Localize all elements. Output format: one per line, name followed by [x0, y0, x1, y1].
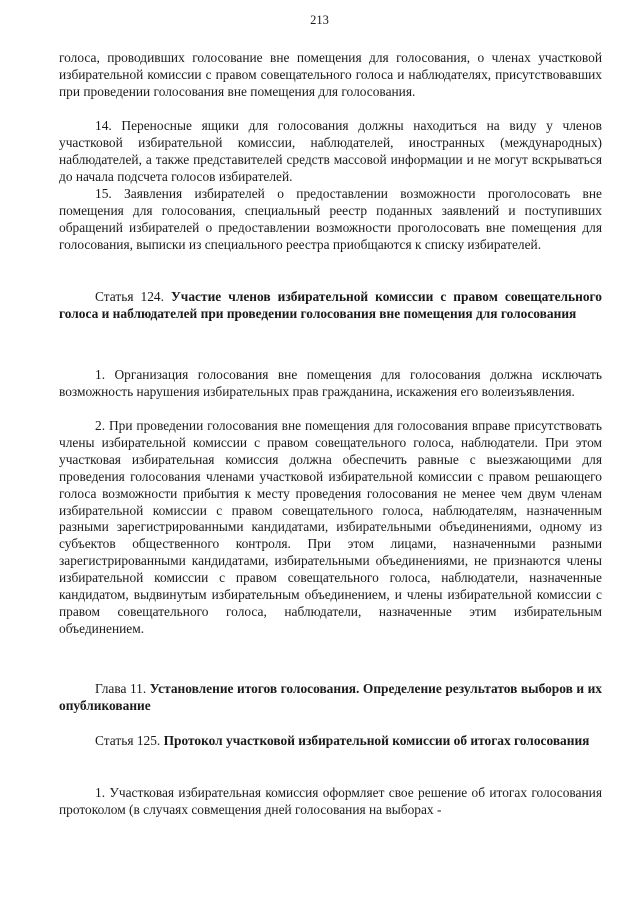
page-number: 213 — [310, 13, 329, 27]
article-124-heading — [59, 289, 602, 323]
chapter-11-prefix: Глава 11. — [95, 681, 147, 696]
article-125-title: Протокол участковой избирательной комиссии об итогах голосования — [163, 733, 590, 748]
article-124-paragraph-1: 1. Организация голосования вне помещения для голосования должна исключать возможность нарушения избирательных прав гражданина, искажения его волеизъявления. — [59, 367, 602, 399]
paragraph-15: 15. Заявления избирателей о предоставлении возможности проголосовать вне помещения для голосования, специальный реестр поданных заявлений и поступивших обращений избирателей о предоставлении возможности проголосовать вне помещения для голосования, выписки из специального реестра приобщаются к списку избирателей. — [59, 186, 602, 252]
article-124-title: Участие членов избирательной комиссии с правом совещательного голоса и наблюдателей при проведении голосования вне помещения для голосования — [59, 289, 602, 321]
article-125-heading — [59, 733, 602, 750]
paragraph-continuation: голоса, проводивших голосование вне помещения для голосования, о членах участковой избирательной комиссии с правом совещательного голоса и наблюдателях, присутствовавших при проведении голосования вне помещения для голосования. — [59, 50, 602, 99]
article-125-paragraph-1: 1. Участковая избирательная комиссия оформляет свое решение об итогах голосования протоколом (в случаях совмещения дней голосования на выборах - — [59, 785, 602, 817]
chapter-11-heading — [59, 681, 602, 715]
article-125-prefix: Статья 125. — [95, 733, 161, 748]
article-124-prefix: Статья 124. — [95, 289, 164, 304]
article-124-paragraph-2: 2. При проведении голосования вне помещения для голосования вправе присутствовать члены избирательной комиссии с правом совещательного голоса, наблюдатели. При этом участковая избирательная комиссия должна обеспечить равные с выезжающими для проведения голосования членами участковой избирательной комиссии с правом решающего голоса возможности прибытия к месту проведения голосования не менее чем двум членам избирательной комиссии с правом совещательного голоса, наблюдателям, назначенным разными зарегистрированными кандидатами, избирательными объединениями, одному из субъектов общественного контроля. При этом лицами, назначенными разными зарегистрированными кандидатами, избирательными объединениями, не признаются члены избирательной комиссии с правом совещательного голоса, наблюдатели, назначенные кандидатом, выдвинутым избирательным объединением, и члены избирательной комиссии с правом совещательного голоса, наблюдатели, назначенные этим избирательным объединением. — [59, 418, 602, 636]
paragraph-14: 14. Переносные ящики для голосования должны находиться на виду у членов участковой избирательной комиссии, наблюдателей, иностранных (международных) наблюдателей, а также представителей средств массовой информации и не могут вскрываться до начала подсчета голосов избирателей. — [59, 118, 602, 184]
chapter-11-title: Установление итогов голосования. Определение результатов выборов и их опубликование — [59, 681, 602, 713]
